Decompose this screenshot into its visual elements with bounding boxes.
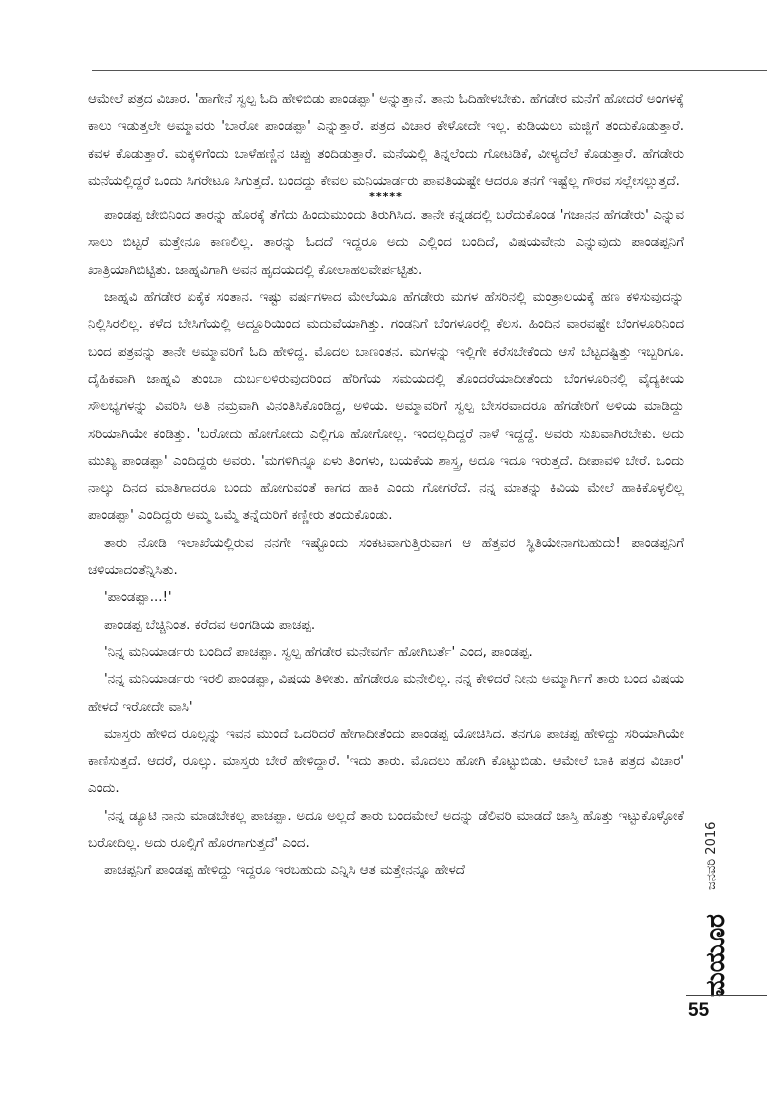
paragraph-7: 'ನಿನ್ನ ಮನಿಯಾರ್ಡರು ಬಂದಿದೆ ಪಾಚಪ್ಪಾ. ಸ್ವಲ್ಪ ಹೆಗಡೇರ ಮನೇವರ್ಗೆ ಹೋಗಿಬರ್ತೆ' ಎಂದ, ಪಾಂಡಪ್ಪ. <box>104 644 533 660</box>
issue-date: ಜನವರಿ 2016 <box>704 821 719 890</box>
paragraph-3: ಜಾಹ್ನವಿ ಹೆಗಡೇರ ಏಕೈಕ ಸಂತಾನ. ಇಷ್ಟು ವರ್ಷಗಳಾದ ಮೇಲೆಯೂ ಹೆಗಡೇರು ಮಗಳ ಹೆಸರಿನಲ್ಲಿ ಮಂತ್ರಾಲಯಕ್ಕೆ ಹಣ ಕಳಿಸುವುದನ್ನು ನಿಲ್ಲಿಸಿರಲಿಲ್ಲ. ಕಳೆದ ಬೇಸಿಗೆಯಲ್ಲಿ ಅದ್ದೂರಿಯಿಂದ ಮದುವೆಯಾಗಿತ್ತು. ಗಂಡನಿಗೆ ಬೆಂಗಳೂರಲ್ಲಿ ಕೆಲಸ. ಹಿಂದಿನ ವಾರವಷ್ಟೇ ಬೆಂಗಳೂರಿನಿಂದ ಬಂದ ಪತ್ರವನ್ನು ತಾನೇ ಅಮ್ಮಾವರಿಗೆ ಓದಿ ಹೇಳಿದ್ದ. ಮೊದಲ ಬಾಣಂತನ. ಮಗಳನ್ನು ಇಲ್ಲಿಗೇ ಕರೆಸಬೇಕೆಂದು ಆಸೆ ಬೆಟ್ಟದಷ್ಟಿತ್ತು ಇಬ್ಬರಿಗೂ. ದೈಹಿಕವಾಗಿ ಜಾಹ್ನವಿ ತುಂಬಾ ದುರ್ಬಲಳಿರುವುದರಿಂದ ಹೆರಿಗೆಯ ಸಮಯದಲ್ಲಿ ತೊಂದರೆಯಾದೀತೆಂದು ಬೆಂಗಳೂರಿನಲ್ಲಿ ವೈದ್ಯಕೀಯ ಸೌಲಭ್ಯಗಳನ್ನು ವಿವರಿಸಿ ಅತಿ ನಮ್ರವಾಗಿ ವಿನಂತಿಸಿಕೊಂಡಿದ್ದ, ಅಳಿಯ. ಅಮ್ಮಾವರಿಗೆ ಸ್ವಲ್ಪ ಬೇಸರವಾದರೂ ಹೆಗಡೇರಿಗೆ ಅಳಿಯ ಮಾಡಿದ್ದು ಸರಿಯಾಗಿಯೇ ಕಂಡಿತ್ತು. 'ಬರೋದು ಹೋಗೋದು ಎಲ್ಲಿಗೂ ಹೋಗೋಲ್ಲ. ಇಂದಲ್ಲದಿದ್ದರೆ ನಾಳೆ ಇದ್ದದ್ದೆ. ಅವರು ಸುಖವಾಗಿರಬೇಕು. ಅದು ಮುಖ್ಯ ಪಾಂಡಪ್ಪಾ' ಎಂದಿದ್ದರು ಅವರು. 'ಮಗಳಿಗಿನ್ನೂ ಏಳು ತಿಂಗಳು, ಬಯಕೆಯ ಶಾಸ್ತ್ರ, ಅದೂ ಇದೂ ಇರುತ್ತದೆ. ದೀಪಾವಳಿ ಬೇರೆ. ಒಂದು ನಾಲ್ಕು ದಿನದ ಮಾತಿಗಾದರೂ ಬಂದು ಹೋಗುವಂತೆ ಕಾಗದ ಹಾಕಿ ಎಂದು ಗೋಗರೆದೆ. ನನ್ನ ಮಾತನ್ನು ಕಿವಿಯ ಮೇಲೆ ಹಾಕಿಕೊಳ್ಳಲಿಲ್ಲ ಪಾಂಡಪ್ಪಾ' ಎಂದಿದ್ದರು ಅಮ್ಮ ಒಮ್ಮೆ ತನ್ನೆದುರಿಗೆ ಕಣ್ಣೀರು ತಂದುಕೊಂಡು. <box>88 290 684 524</box>
paragraph-6: ಪಾಂಡಪ್ಪ ಬೆಚ್ಚಿನಿಂತ. ಕರೆದವ ಅಂಗಡಿಯ ಪಾಚಪ್ಪ. <box>104 617 316 633</box>
footer-rule <box>686 995 767 996</box>
paragraph-5: 'ಪಾಂಡಪ್ಪಾ...!' <box>104 590 172 606</box>
header-rule <box>92 70 767 71</box>
paragraph-11: ಪಾಚಪ್ಪನಿಗೆ ಪಾಂಡಪ್ಪ ಹೇಳಿದ್ದು ಇದ್ದರೂ ಇರಬಹುದು ಎನ್ನಿಸಿ ಆತ ಮತ್ತೇನನ್ನೂ ಹೇಳದೆ <box>104 863 465 879</box>
magazine-logo: ಮಯೂರ <box>701 914 731 998</box>
section-separator: ***** <box>369 190 403 204</box>
paragraph-10: 'ನನ್ನ ಡ್ಯೂಟಿ ನಾನು ಮಾಡಬೇಕಲ್ಲ ಪಾಚಪ್ಪಾ. ಅದೂ ಅಲ್ಲದೆ ತಾರು ಬಂದಮೇಲೆ ಅದನ್ನು ಡೆಲಿವರಿ ಮಾಡದೆ ಜಾಸ್ತಿ ಹೊತ್ತು ಇಟ್ಟುಕೊಳ್ಳೋಕೆ ಬರೋದಿಲ್ಲ. ಅದು ರೂಲ್ಸಿಗೆ ಹೊರಗಾಗುತ್ತದೆ' ಎಂದ. <box>88 808 684 852</box>
paragraph-8: 'ನನ್ನ ಮನಿಯಾರ್ಡರು ಇರಲಿ ಪಾಂಡಪ್ಪಾ, ವಿಷಯ ತಿಳೀತು. ಹೆಗಡೇರೂ ಮನೇಲಿಲ್ಲ. ನನ್ನ ಕೇಳಿದರೆ ನೀನು ಅಮ್ಮಾರ್ಗಿಗೆ ತಾರು ಬಂದ ವಿಷಯ ಹೇಳದೆ ಇರೋದೇ ವಾಸಿ' <box>88 672 684 715</box>
paragraph-9: ಮಾಸ್ತರು ಹೇಳಿದ ರೂಲ್ಸನ್ನು ಇವನ ಮುಂದೆ ಒದರಿದರೆ ಹೇಗಾದೀತೆಂದು ಪಾಂಡಪ್ಪ ಯೋಚಿಸಿದ. ತನಗೂ ಪಾಚಪ್ಪ ಹೇಳಿದ್ದು ಸರಿಯಾಗಿಯೇ ಕಾಣಿಸುತ್ತದೆ. ಆದರೆ, ರೂಲ್ಸು. ಮಾಸ್ತರು ಬೇರೆ ಹೇಳಿದ್ದಾರೆ. 'ಇದು ತಾರು. ಮೊದಲು ಹೋಗಿ ಕೊಟ್ಟುಬಿಡು. ಆಮೇಲೆ ಬಾಕಿ ಪತ್ರದ ವಿಚಾರ' ಎಂದು. <box>88 726 684 797</box>
paragraph-1: ಆಮೇಲೆ ಪತ್ರದ ವಿಚಾರ. 'ಹಾಗೇನೆ ಸ್ವಲ್ಪ ಓದಿ ಹೇಳಿಬಿಡು ಪಾಂಡಪ್ಪಾ' ಅನ್ನುತ್ತಾನೆ. ತಾನು ಓದಿಹೇಳಬೇಕು. ಹೆಗಡೇರ ಮನೆಗೆ ಹೋದರೆ ಅಂಗಳಕ್ಕೆ ಕಾಲು ಇಡುತ್ತಲೇ ಅಮ್ಮಾವರು 'ಬಾರೋ ಪಾಂಡಪ್ಪಾ' ಎನ್ನುತ್ತಾರೆ. ಪತ್ರದ ವಿಚಾರ ಕೇಳೋದೇ ಇಲ್ಲ. ಕುಡಿಯಲು ಮಜ್ಜಿಗೆ ತಂದುಕೊಡುತ್ತಾರೆ. ಕವಳ ಕೊಡುತ್ತಾರೆ. ಮಕ್ಕಳಿಗೆಂದು ಬಾಳೆಹಣ್ಣಿನ ಚಿಪ್ಪು ತಂದಿಡುತ್ತಾರೆ. ಮನೆಯಲ್ಲಿ ತಿನ್ನಲೆಂದು ಗೋಟಡಿಕೆ, ವೀಳ್ಯದೆಲೆ ಕೊಡುತ್ತಾರೆ. ಹೆಗಡೇರು ಮನೆಯಲ್ಲಿದ್ದರೆ ಒಂದು ಸಿಗರೇಟೂ ಸಿಗುತ್ತದೆ. ಬಂದದ್ದು ಕೇವಲ ಮನಿಯಾರ್ಡರು ಪಾವತಿಯಷ್ಟೇ ಆದರೂ ತನಗೆ ಇಷ್ಟೆಲ್ಲ ಗೌರವ ಸಲ್ಲೇಸಲ್ಲುತ್ತದೆ. <box>88 92 684 189</box>
paragraph-2: ಪಾಂಡಪ್ಪ ಜೇಬಿನಿಂದ ತಾರನ್ನು ಹೊರಕ್ಕೆ ತೆಗೆದು ಹಿಂದುಮುಂದು ತಿರುಗಿಸಿದ. ತಾನೇ ಕನ್ನಡದಲ್ಲಿ ಬರೆದುಕೊಂಡ 'ಗಜಾನನ ಹೆಗಡೇರು' ಎನ್ನುವ ಸಾಲು ಬಿಟ್ಟರೆ ಮತ್ತೇನೂ ಕಾಣಲಿಲ್ಲ. ತಾರನ್ನು ಓದದೆ ಇದ್ದರೂ ಅದು ಎಲ್ಲಿಂದ ಬಂದಿದೆ, ವಿಷಯವೇನು ಎನ್ನುವುದು ಪಾಂಡಪ್ಪನಿಗೆ ಖಾತ್ರಿಯಾಗಿಬಿಟ್ಟಿತು. ಜಾಹ್ನವಿಗಾಗಿ ಅವನ ಹೃದಯದಲ್ಲಿ ಕೋಲಾಹಲವೇರ್ಪಟ್ಟಿತು. <box>88 208 684 278</box>
page-number: 55 <box>688 1000 710 1021</box>
article-column <box>88 86 684 885</box>
paragraph-4: ತಾರು ನೋಡಿ ಇಲಾಖೆಯಲ್ಲಿರುವ ನನಗೇ ಇಷ್ಟೊಂದು ಸಂಕಟವಾಗುತ್ತಿರುವಾಗ ಆ ಹೆತ್ತವರ ಸ್ಥಿತಿಯೇನಾಗಬಹುದು! ಪಾಂಡಪ್ಪನಿಗೆ ಚಳಿಯಾದಂತೆನ್ನಿಸಿತು. <box>88 535 684 579</box>
